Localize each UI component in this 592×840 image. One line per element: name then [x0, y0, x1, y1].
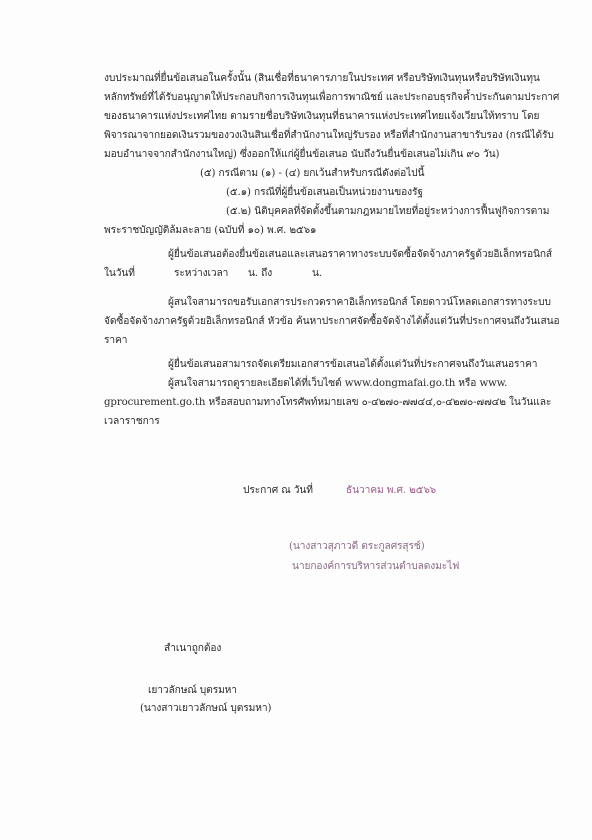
announce-label: ประกาศ ณ วันที่ — [243, 485, 313, 496]
body-line-10: ผู้ยื่นข้อเสนอต้องยื่นข้อเสนอและเสนอราคาทางระบบจัดซื้อจัดจ้างภาครัฐด้วยอิเล็กทรอนิกส์ — [168, 249, 553, 260]
body-line-1: งบประมาณที่ยื่นข้อเสนอในครั้งนั้น (สินเชื่อที่ธนาคารภายในประเทศ หรือบริษัทเงินทุนหรือบริษัทเงินทุน — [104, 73, 540, 84]
body-line-5: มอบอำนาจจากสำนักงานใหญ่) ซึ่งออกให้แก่ผู้ยื่นข้อเสนอ นับถึงวันยื่นข้อเสนอไม่เกิน ๙๐ วัน) — [104, 149, 500, 160]
date-label: ในวันที่ — [104, 268, 135, 279]
body-line-3: ของธนาคารแห่งประเทศไทย ตามรายชื่อบริษัทเงินทุนที่ธนาคารแห่งประเทศไทยแจ้งเวียนให้ทราบ โดย — [104, 111, 540, 122]
body-line-12: จัดซื้อจัดจ้างภาครัฐด้วยอิเล็กทรอนิกส์ หัวข้อ ค้นหาประกาศจัดซื้อจัดจ้างได้ตั้งแต่วันที่ประกาศจนถึงวันเสนอ — [104, 316, 560, 327]
body-line-11: ผู้สนใจสามารถขอรับเอกสารประกวดราคาอิเล็กทรอนิกส์ โดยดาวน์โหลดเอกสารทางระบบ — [168, 297, 551, 308]
signer-name: (นางสาวสุภาวดี ตระกูลศรสุรช์) — [289, 541, 425, 552]
body-line-13: ราคา — [104, 335, 128, 346]
time-label: ระหว่างเวลา — [174, 268, 229, 279]
body-line-7: (๕.๑) กรณีที่ผู้ยื่นข้อเสนอเป็นหน่วยงานของรัฐ — [226, 187, 423, 198]
certified-label: สำเนาถูกต้อง — [164, 643, 222, 654]
time-end-label: น. — [312, 268, 323, 279]
body-line-17: เวลาราชการ — [104, 416, 160, 427]
body-line-2: หลักทรัพย์ที่ได้รับอนุญาตให้ประกอบกิจการเงินทุนเพื่อการพาณิชย์ และประกอบธุรกิจค้ำประกันตามประกาศ — [104, 92, 560, 103]
time-to-label: น. ถึง — [248, 268, 273, 279]
body-line-14: ผู้ยื่นข้อเสนอสามารถจัดเตรียมเอกสารข้อเสนอได้ตั้งแต่วันที่ประกาศจนถึงวันเสนอราคา — [168, 359, 538, 370]
body-line-9: พระราชบัญญัติล้มละลาย (ฉบับที่ ๑๐) พ.ศ. ๒๕๖๑ — [104, 225, 317, 236]
cert-full-name: (นางสาวเยาวลักษณ์ บุตรมหา) — [140, 703, 272, 714]
signer-title: นายกองค์การบริหารส่วนตำบลดงมะไฟ — [292, 561, 460, 572]
body-line-4: พิจารณาจากยอดเงินรวมของวงเงินสินเชื่อที่สำนักงานใหญ่รับรอง หรือที่สำนักงานสาขารับรอง (กรณีได้รับ — [104, 130, 554, 141]
body-line-6: (๕) กรณีตาม (๑) - (๔) ยกเว้นสำหรับกรณีดังต่อไปนี้ — [200, 168, 425, 179]
announce-date: ธันวาคม พ.ศ. ๒๕๖๖ — [346, 485, 437, 496]
cert-signer: เยาวลักษณ์ บุตรมหา — [148, 685, 237, 696]
body-line-8: (๕.๒) นิติบุคคลที่จัดตั้งขึ้นตามกฎหมายไทยที่อยู่ระหว่างการฟื้นฟูกิจการตาม — [226, 206, 550, 217]
body-line-16: gprocurement.go.th หรือสอบถามทางโทรศัพท์หมายเลข ๐-๔๒๗๐-๗๗๔๔,๐-๔๒๗๐-๗๗๔๒ ในวันและ — [104, 397, 552, 408]
body-line-15: ผู้สนใจสามารถดูรายละเอียดได้ที่เว็บไซต์ www.dongmafai.go.th หรือ www. — [168, 378, 508, 389]
